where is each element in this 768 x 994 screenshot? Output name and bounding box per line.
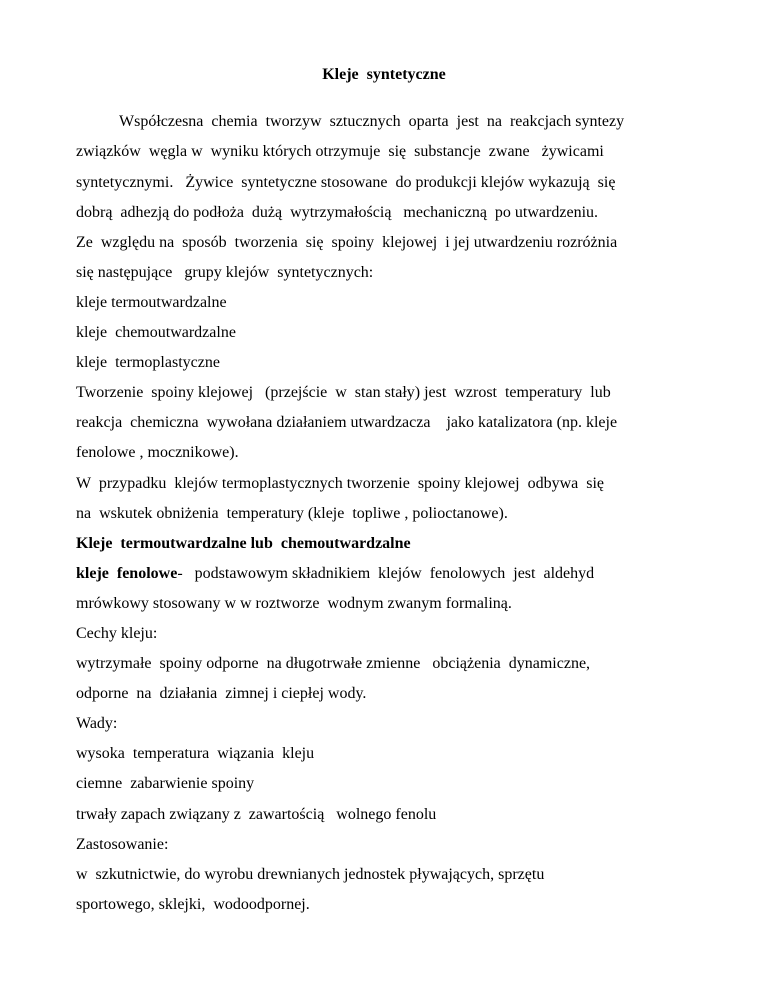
term-definition: - podstawowym składnikiem klejów fenolowych jest aldehyd xyxy=(177,565,595,582)
list-item: wysoka temperatura wiązania kleju xyxy=(76,745,315,762)
paragraph-line: sportowego, sklejki, wodoodpornej. xyxy=(76,896,310,913)
paragraph-line: syntetycznymi. Żywice syntetyczne stosowane do produkcji klejów wykazują się xyxy=(76,174,616,191)
paragraph-line xyxy=(76,562,594,586)
list-item: kleje chemoutwardzalne xyxy=(76,324,236,341)
paragraph-line: Współczesna chemia tworzyw sztucznych oparta jest na reakcjach syntezy xyxy=(119,113,625,130)
subheading: Cechy kleju: xyxy=(76,625,158,642)
paragraph-line: W przypadku klejów termoplastycznych tworzenie spoiny klejowej odbywa się xyxy=(76,475,605,492)
paragraph-line: mrówkowy stosowany w w roztworze wodnym zwanym formaliną. xyxy=(76,595,512,612)
paragraph-line: fenolowe , mocznikowe). xyxy=(76,444,239,461)
section-heading: Kleje termoutwardzalne lub chemoutwardzalne xyxy=(76,535,411,552)
paragraph-line: w szkutnictwie, do wyrobu drewnianych jednostek pływających, sprzętu xyxy=(76,866,545,883)
paragraph-line: reakcja chemiczna wywołana działaniem utwardzacza jako katalizatora (np. kleje xyxy=(76,414,618,431)
document-title: Kleje syntetyczne xyxy=(322,66,446,83)
term-label: kleje fenolowe xyxy=(76,565,178,582)
paragraph-line: związków węgla w wyniku których otrzymuje się substancje zwane żywicami xyxy=(76,143,604,160)
list-item: kleje termoplastyczne xyxy=(76,354,220,371)
paragraph-line: na wskutek obniżenia temperatury (kleje topliwe , polioctanowe). xyxy=(76,505,508,522)
list-item: kleje termoutwardzalne xyxy=(76,294,227,311)
paragraph-line: się następujące grupy klejów syntetycznych: xyxy=(76,264,374,281)
subheading: Zastosowanie: xyxy=(76,836,169,853)
list-item: trwały zapach związany z zawartością wolnego fenolu xyxy=(76,806,437,823)
subheading: Wady: xyxy=(76,715,118,732)
paragraph-line: Ze względu na sposób tworzenia się spoiny klejowej i jej utwardzeniu rozróżnia xyxy=(76,234,618,251)
paragraph-line: dobrą adhezją do podłoża dużą wytrzymałością mechaniczną po utwardzeniu. xyxy=(76,204,599,221)
paragraph-line: odporne na działania zimnej i ciepłej wody. xyxy=(76,685,367,702)
paragraph-line: Tworzenie spoiny klejowej (przejście w stan stały) jest wzrost temperatury lub xyxy=(76,384,611,401)
list-item: ciemne zabarwienie spoiny xyxy=(76,775,255,792)
paragraph-line: wytrzymałe spoiny odporne na długotrwałe zmienne obciążenia dynamiczne, xyxy=(76,655,591,672)
